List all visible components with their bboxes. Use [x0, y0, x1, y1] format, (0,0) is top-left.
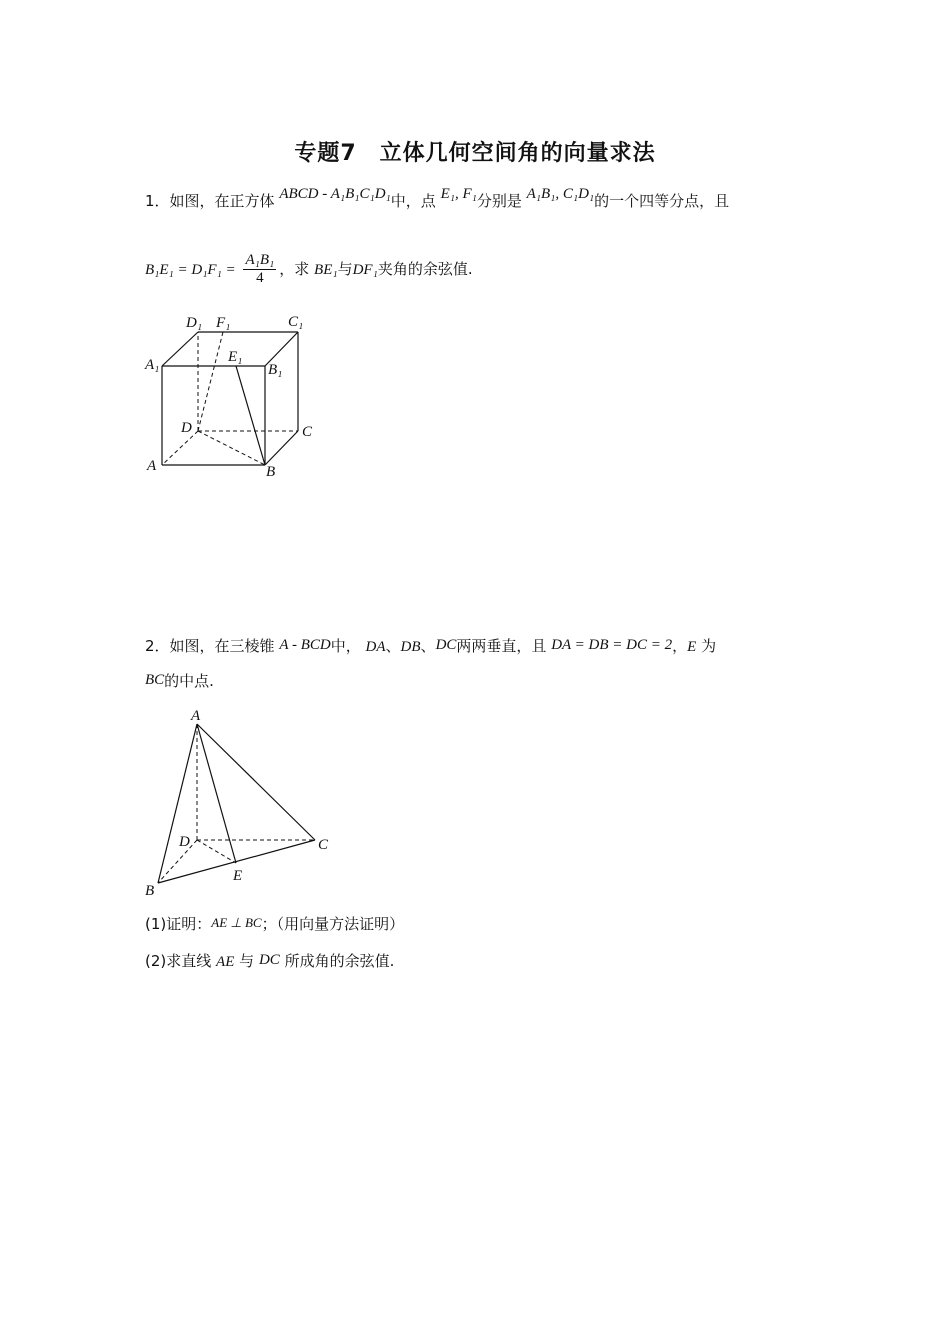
problem1-text1: 如图，在正方体 — [169, 192, 275, 210]
problem2-equation: DA = DB = DC = 2 — [551, 637, 673, 653]
question2-middle: 与 — [239, 952, 255, 970]
problem2-statement-line1 — [145, 635, 716, 656]
problem1-vector2: DF₁ — [352, 262, 378, 278]
problem2-separator1: 、 — [385, 637, 401, 655]
problem1-fraction — [243, 252, 276, 287]
problem2-question2 — [145, 950, 394, 971]
problem1-text7: 夹角的余弦值. — [377, 260, 473, 278]
problem2-text5: 为 — [701, 637, 717, 655]
hidden-segment-D-F1 — [198, 332, 223, 431]
hidden-edge-D-A — [162, 431, 198, 465]
edge-A1-D1 — [162, 332, 198, 366]
problem1-text2: 中，点 — [390, 192, 436, 210]
segment-B-E1 — [236, 366, 265, 465]
label-E: E — [233, 868, 243, 884]
segment-A-E — [197, 724, 236, 863]
question2-line-DC: DC — [258, 952, 280, 968]
label-B: B — [266, 464, 276, 480]
problem2-pyramid: A - BCD — [279, 637, 331, 653]
label-E1: E₁ — [228, 349, 243, 365]
question1-prefix: (1)证明： — [145, 915, 212, 933]
edge-C1-B1 — [265, 332, 298, 366]
problem1-number: 1． — [145, 192, 170, 210]
pyramid-figure — [140, 700, 340, 900]
label-C: C — [302, 424, 313, 440]
problem2-statement-line2 — [145, 670, 214, 691]
question2-line-AE: AE — [216, 954, 235, 970]
problem2-edge-DC: DC — [435, 637, 457, 653]
label-B: B — [145, 883, 155, 899]
question2-prefix: (2)求直线 — [145, 952, 212, 970]
problem1-points: E₁, F₁ — [440, 186, 477, 202]
label-D: D — [179, 834, 190, 850]
label-F1: F₁ — [216, 315, 231, 331]
label-A1: A₁ — [145, 357, 160, 373]
problem1-text6: 与 — [337, 260, 353, 278]
problem2-edge-DB: DB — [400, 639, 421, 655]
label-B1: B₁ — [268, 362, 283, 378]
cube-figure — [140, 305, 340, 485]
question1-suffix: ；（用向量方法证明） — [261, 915, 405, 933]
problem1-text3: 分别是 — [476, 192, 522, 210]
problem1-statement-line1 — [145, 186, 730, 211]
label-C: C — [318, 837, 329, 853]
problem1-statement-line2 — [145, 252, 473, 287]
label-A: A — [147, 458, 157, 474]
problem1-text5: ，求 — [279, 260, 310, 278]
hidden-segment-D-B — [198, 431, 265, 465]
problem2-point-E: E — [687, 639, 697, 655]
problem2-separator2: 、 — [420, 637, 436, 655]
edge-A-C — [197, 724, 315, 840]
problem2-text6: 的中点. — [164, 672, 214, 690]
question1-expression: AE ⊥ BC — [211, 915, 262, 930]
question2-suffix: 所成角的余弦值. — [284, 952, 395, 970]
problem1-equation: B₁E₁ = D₁F₁ = — [145, 262, 236, 278]
problem1-vector1: BE₁ — [314, 262, 338, 278]
problem2-segment-BC: BC — [145, 672, 165, 688]
page-title: 专题7 立体几何空间角的向量求法 — [294, 141, 656, 166]
problem2-text3: 两两垂直，且 — [456, 637, 547, 655]
problem2-text1: 如图，在三棱锥 — [169, 637, 275, 655]
label-D1: D₁ — [186, 315, 203, 331]
label-D: D — [181, 420, 192, 436]
label-A: A — [191, 708, 201, 724]
problem2-number: 2． — [145, 637, 170, 655]
problem1-text4: 的一个四等分点，且 — [594, 192, 730, 210]
problem2-edge-DA: DA — [365, 639, 386, 655]
fraction-denominator: 4 — [256, 270, 264, 286]
edge-B-C — [265, 431, 298, 465]
edge-A-B — [158, 724, 197, 883]
fraction-numerator: A₁B₁ — [245, 252, 275, 268]
problem2-question1 — [145, 913, 404, 934]
problem2-text4: ， — [672, 637, 688, 655]
label-C1: C₁ — [288, 314, 304, 330]
problem2-text2: 中， — [330, 637, 361, 655]
problem1-segments: A₁B₁, C₁D₁ — [526, 186, 595, 202]
problem1-cube-name: ABCD - A₁B₁C₁D₁ — [279, 186, 391, 202]
